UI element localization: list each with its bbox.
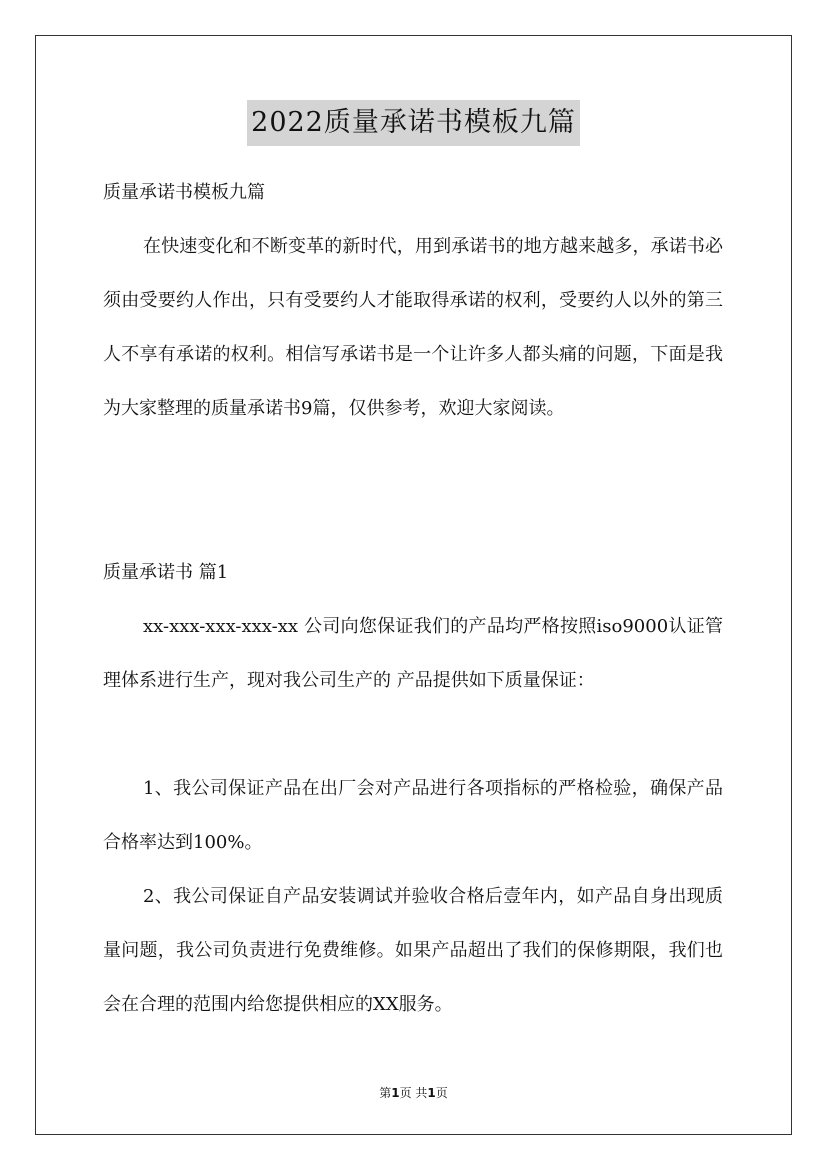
footer-mid: 页 共 bbox=[399, 1086, 428, 1100]
document-title bbox=[0, 100, 827, 146]
document-title-text: 2022质量承诺书模板九篇 bbox=[247, 100, 580, 146]
footer-page-number: 1 bbox=[391, 1086, 400, 1100]
footer-suffix: 页 bbox=[435, 1086, 448, 1100]
document-subtitle: 质量承诺书模板九篇 bbox=[103, 182, 265, 203]
footer-page-total: 1 bbox=[427, 1086, 436, 1100]
intro-paragraph: 在快速变化和不断变革的新时代，用到承诺书的地方越来越多，承诺书必须由受要约人作出，只有受要约人才能取得承诺的权利，受要约人以外的第三人不享有承诺的权利。相信写承诺书是一个让许多人都头痛的问题，下面是我为大家整理的质量承诺书9篇，仅供参考，欢迎大家阅读。 bbox=[103, 236, 723, 419]
section-1-paragraph-1: xx-xxx-xxx-xxx-xx 公司向您保证我们的产品均严格按照iso9000认证管理体系进行生产，现对我公司生产的 产品提供如下质量保证： bbox=[103, 616, 723, 691]
section-1-paragraph-3: 2、我公司保证自产品安装调试并验收合格后壹年内，如产品自身出现质量问题，我公司负责进行免费维修。如果产品超出了我们的保修期限，我们也会在合理的范围内给您提供相应的XX服务。 bbox=[103, 886, 723, 1015]
page-footer bbox=[0, 1084, 827, 1101]
section-1-paragraph-2: 1、我公司保证产品在出厂会对产品进行各项指标的严格检验，确保产品合格率达到100%。 bbox=[103, 778, 723, 853]
footer-prefix: 第 bbox=[379, 1086, 392, 1100]
section-1-heading: 质量承诺书 篇1 bbox=[103, 562, 229, 583]
